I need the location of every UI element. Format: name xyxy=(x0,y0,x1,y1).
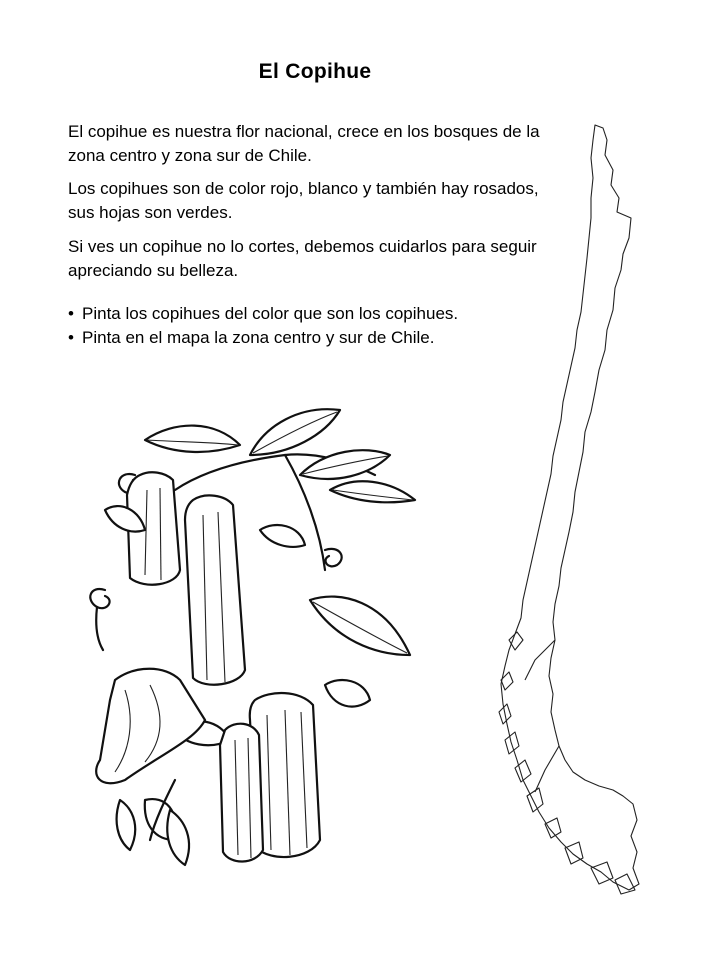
task-item xyxy=(68,302,558,326)
bullet-icon: • xyxy=(68,304,74,323)
chile-outline xyxy=(501,125,639,890)
flower-bud xyxy=(325,680,370,707)
flower-bell xyxy=(220,724,263,862)
task-list xyxy=(68,302,558,350)
leaf xyxy=(167,810,189,865)
task-text: Pinta en el mapa la zona centro y sur de Chile. xyxy=(82,328,435,347)
leaf xyxy=(145,426,240,452)
bullet-icon: • xyxy=(68,328,74,347)
leaf xyxy=(260,525,305,547)
copihue-flower-drawing xyxy=(85,400,425,900)
page-title: El Copihue xyxy=(258,60,372,83)
task-text: Pinta los copihues del color que son los copihues. xyxy=(82,304,459,323)
paragraph-intro: El copihue es nuestra flor nacional, crece en los bosques de la zona centro y zona sur de Chile. xyxy=(68,122,540,165)
paragraph-care: Si ves un copihue no lo cortes, debemos cuidarlos para seguir apreciando su belleza. xyxy=(68,237,537,280)
leaf xyxy=(310,597,410,655)
task-item xyxy=(68,326,558,350)
leaf xyxy=(117,800,136,850)
chile-outline-map xyxy=(495,120,645,900)
flower-bell xyxy=(185,495,245,684)
paragraph-colors: Los copihues son de color rojo, blanco y también hay rosados, sus hojas son verdes. xyxy=(68,179,539,222)
